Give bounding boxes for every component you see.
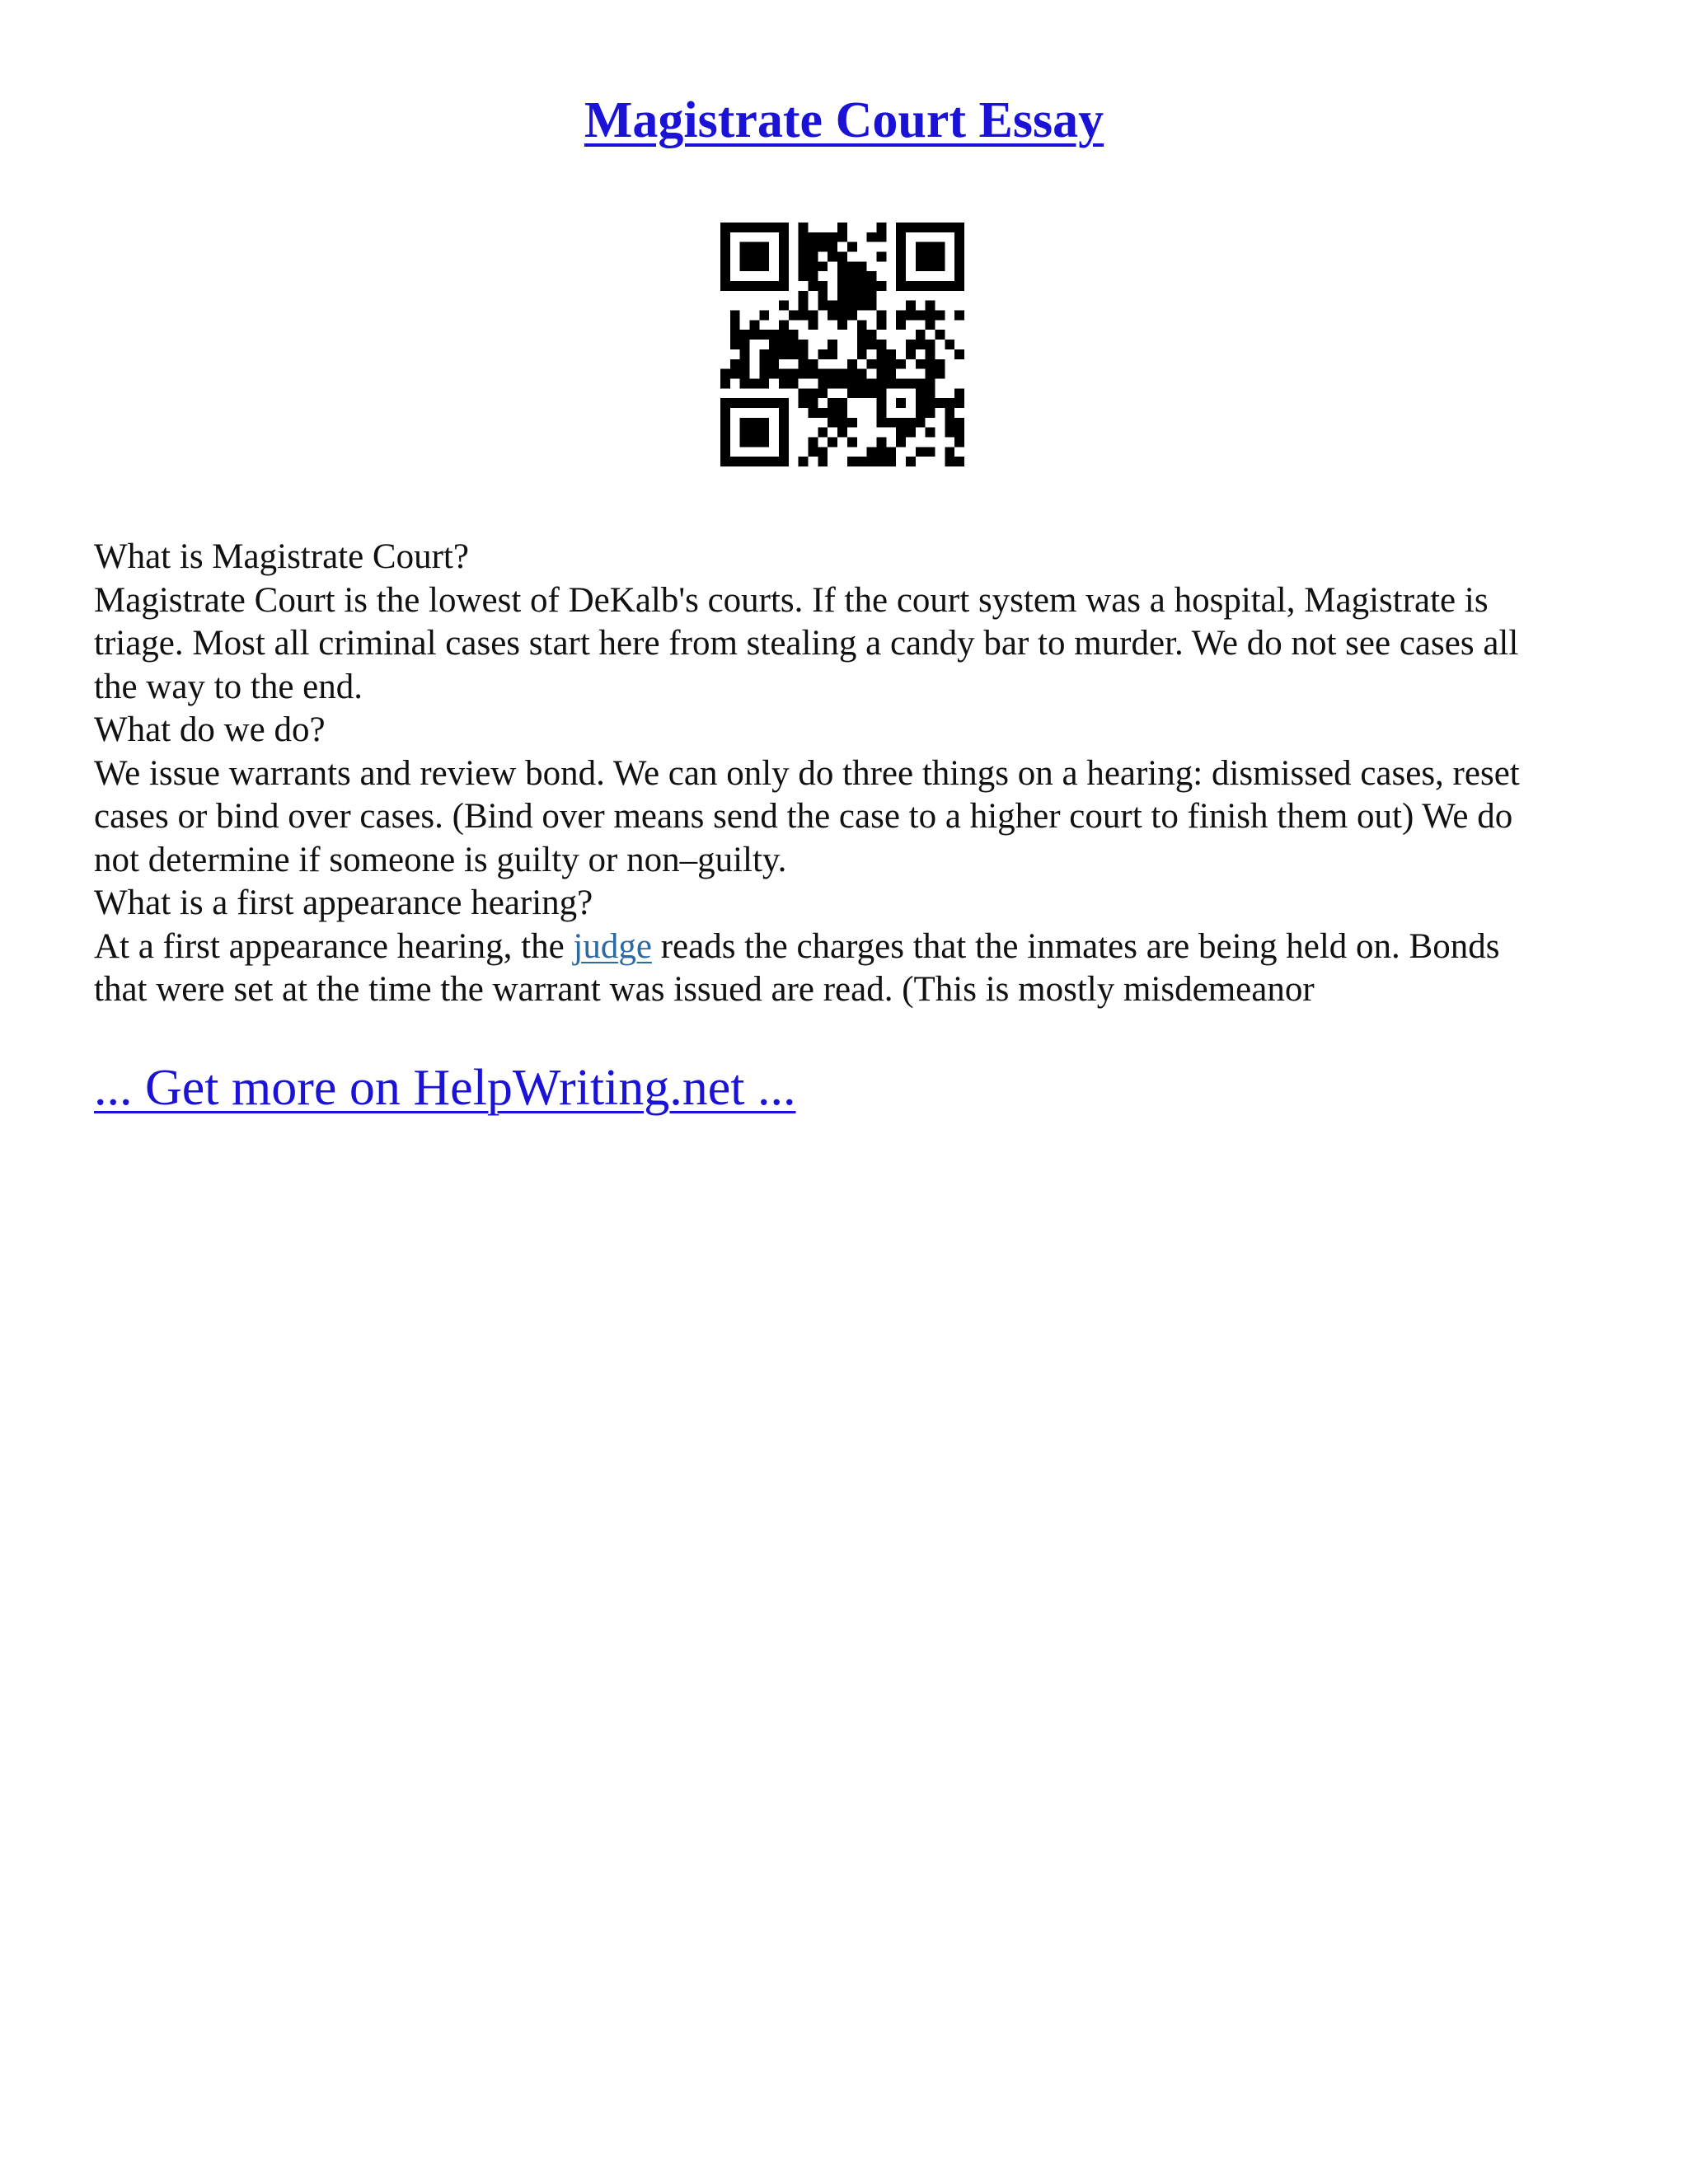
text-line: What do we do? [94,710,326,749]
title-link[interactable]: Magistrate Court Essay [584,92,1104,148]
text-line: Magistrate Court is the lowest of DeKalb's courts. If the court system was a hospital, Magistrate is [94,580,1489,620]
text-line: that were set at the time the warrant was issued are read. (This is mostly misdemeanor [94,970,1315,1009]
judge-link[interactable]: judge [573,926,652,966]
text-segment: reads the charges that the inmates are being held on. Bonds [651,926,1500,966]
qr-code-icon [720,223,964,466]
get-more-link[interactable]: ... Get more on HelpWriting.net ... [94,1060,796,1116]
qr-code [720,223,964,466]
text-line: triage. Most all criminal cases start here from stealing a candy bar to murder. We do not see cases all [94,624,1519,663]
text-line: What is Magistrate Court? [94,537,469,576]
essay-excerpt [94,536,1602,1012]
get-more-link-container [94,1055,796,1121]
text-line: What is a first appearance hearing? [94,883,593,922]
page-title [0,86,1688,155]
text-line-with-link [94,926,1602,969]
text-line: the way to the end. [94,667,363,706]
text-segment: At a first appearance hearing, the [94,926,574,966]
text-line: cases or bind over cases. (Bind over means send the case to a higher court to finish them out) We do [94,797,1513,836]
text-line: not determine if someone is guilty or non–guilty. [94,840,787,879]
text-line: We issue warrants and review bond. We can only do three things on a hearing: dismissed cases, reset [94,753,1520,793]
